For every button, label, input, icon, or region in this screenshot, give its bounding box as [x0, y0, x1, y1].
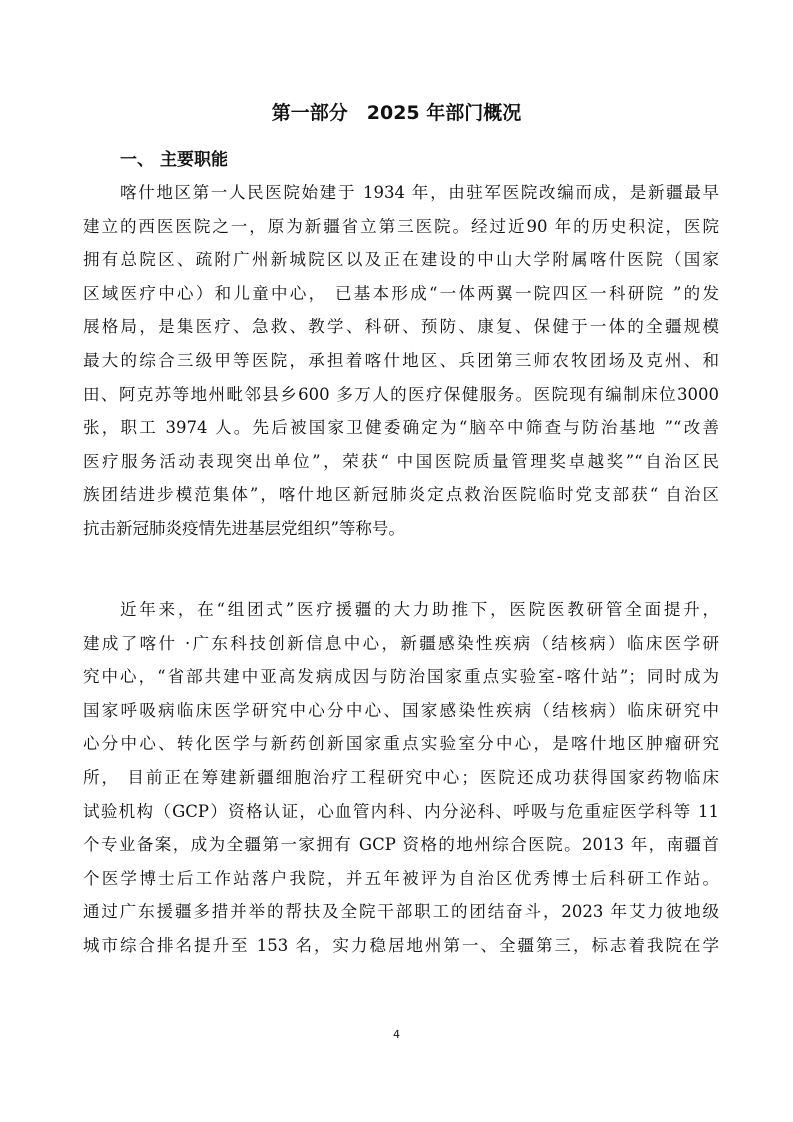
- paragraph-recent-years: [83, 593, 719, 963]
- paragraph-line: 心分中心、转化医学与新药创新国家重点实验室分中心，是喀什地区肿瘤研究: [83, 734, 719, 754]
- section-heading: [120, 148, 228, 172]
- paragraph-line: 个医学博士后工作站落户我院，并五年被评为自治区优秀博士后科研工作站。: [83, 868, 719, 888]
- paragraph-line: 最大的综合三级甲等医院，承担着喀什地区、兵团第三师农牧团场及克州、和: [83, 350, 719, 370]
- paragraph-line: 试验机构（GCP）资格认证，心血管内科、内分泌科、呼吸与危重症医学科等 11: [83, 801, 719, 821]
- page-number: 4: [393, 1028, 400, 1041]
- section-number: 一、: [120, 150, 154, 170]
- paragraph-line: 究中心，“省部共建中亚高发病成因与防治国家重点实验室-喀什站”；同时成为: [83, 667, 719, 687]
- paragraph-line: 医疗服务活动表现突出单位”，荣获“ 中国医院质量管理奖卓越奖”“自治区民: [83, 451, 719, 471]
- paragraph-line: 喀什地区第一人民医院始建于 1934 年，由驻军医院改编而成，是新疆最早: [120, 183, 719, 202]
- paragraph-line: 建成了喀什 ·广东科技创新信息中心，新疆感染性疾病（结核病）临床医学研: [83, 633, 719, 653]
- paragraph-line: 张，职工 3974 人。先后被国家卫健委确定为“脑卒中筛查与防治基地 ”“改善: [83, 418, 719, 438]
- paragraph-line: 通过广东援疆多措并举的帮扶及全院干部职工的团结奋斗，2023 年艾力彼地级: [83, 902, 719, 922]
- paragraph-line: 族团结进步模范集体”，喀什地区新冠肺炎定点救治医院临时党支部获“ 自治区: [83, 485, 719, 505]
- paragraph-line: 所， 目前正在筹建新疆细胞治疗工程研究中心；医院还成功获得国家药物临床: [83, 767, 719, 787]
- section-heading-text: 主要职能: [160, 150, 228, 170]
- paragraph-line: 抗击新冠肺炎疫情先进基层党组织”等称号。: [83, 518, 405, 538]
- paragraph-line: 建立的西医医院之一，原为新疆省立第三医院。经过近90 年的历史积淀，医院: [83, 216, 719, 236]
- paragraph-line: 个专业备案，成为全疆第一家拥有 GCP 资格的地州综合医院。2013 年，南疆首: [83, 835, 719, 855]
- paragraph-line: 城市综合排名提升至 153 名，实力稳居地州第一、全疆第三，标志着我院在学: [83, 935, 719, 955]
- paragraph-main-functions: [83, 176, 719, 546]
- paragraph-line: 国家呼吸病临床医学研究中心分中心、国家感染性疾病（结核病）临床研究中: [83, 700, 719, 720]
- page-title: 第一部分 2025 年部门概况: [271, 102, 522, 124]
- paragraph-line: 区域医疗中心）和儿童中心， 已基本形成“一体两翼一院四区一科研院 ”的发: [83, 283, 719, 303]
- paragraph-line: 拥有总院区、疏附广州新城院区以及正在建设的中山大学附属喀什医院（国家: [83, 250, 719, 270]
- paragraph-line: 展格局，是集医疗、急救、教学、科研、预防、康复、保健于一体的全疆规模: [83, 317, 719, 337]
- paragraph-line: 田、阿克苏等地州毗邻县乡600 多万人的医疗保健服务。医院现有编制床位3000: [83, 384, 719, 404]
- paragraph-line: 近年来，在“组团式”医疗援疆的大力助推下，医院医教研管全面提升，: [120, 600, 719, 619]
